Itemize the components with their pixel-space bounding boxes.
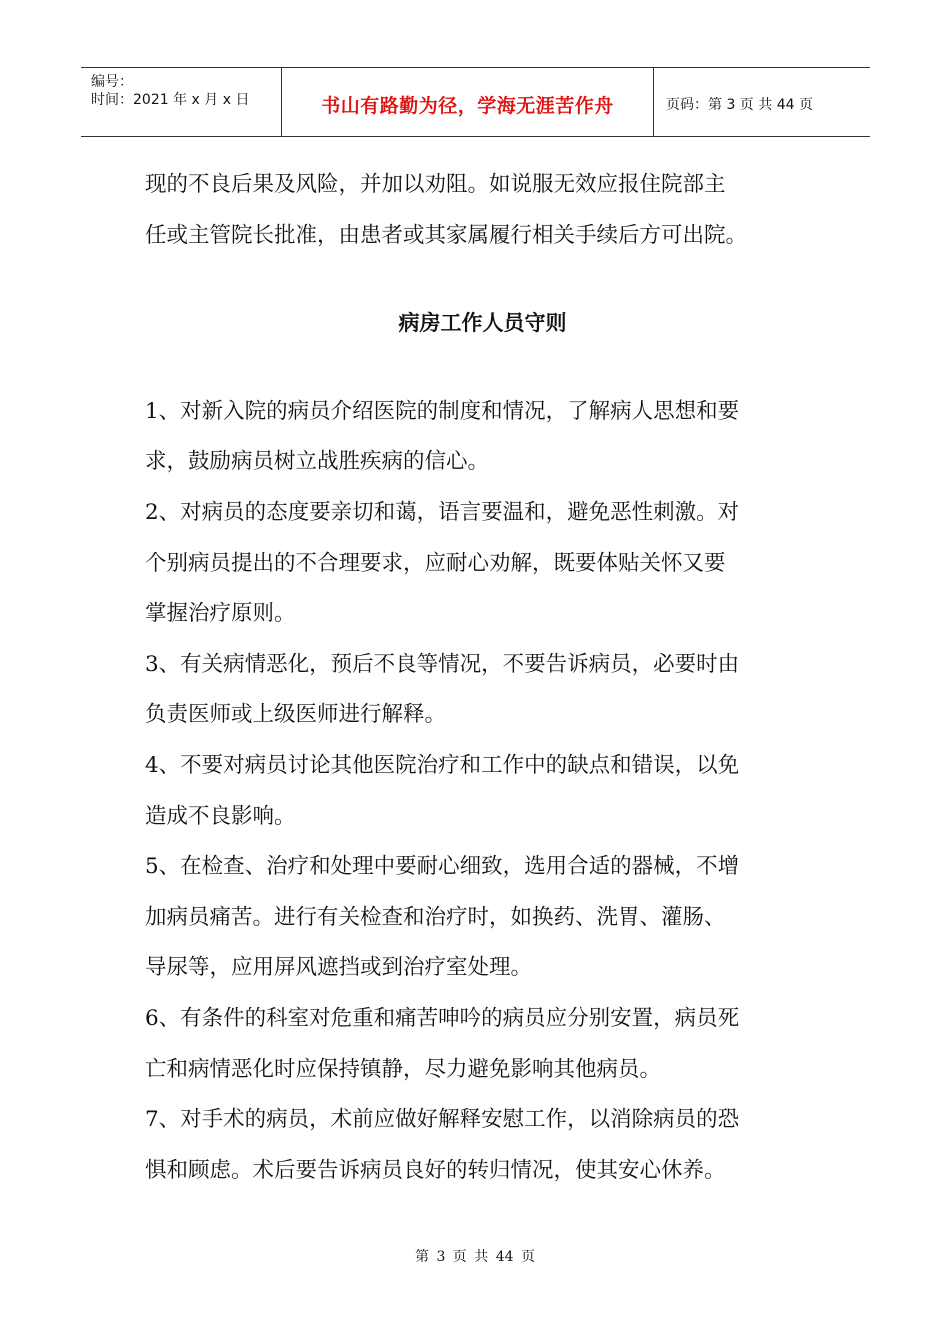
body-line: 导尿等，应用屏风遮挡或到治疗室处理。 bbox=[145, 955, 533, 981]
body-line: 5、在检查、治疗和处理中要耐心细致，选用合适的器械，不增 bbox=[145, 854, 740, 880]
page-footer: 第 3 页 共 44 页 bbox=[415, 1249, 535, 1265]
body-line: 3、有关病情恶化，预后不良等情况，不要告诉病员，必要时由 bbox=[145, 651, 740, 677]
body-line: 1、对新入院的病员介绍医院的制度和情况，了解病人思想和要 bbox=[145, 398, 740, 424]
document-time-label: 时间：2021 年 x 月 x 日 bbox=[91, 92, 250, 108]
document-body bbox=[145, 160, 810, 1196]
body-line: 求，鼓励病员树立战胜疾病的信心。 bbox=[145, 449, 490, 475]
body-line: 6、有条件的科室对危重和痛苦呻吟的病员应分别安置，病员死 bbox=[145, 1005, 740, 1031]
document-number-label: 编号： bbox=[91, 74, 133, 90]
body-line: 亡和病情恶化时应保持镇静，尽力避免影响其他病员。 bbox=[145, 1056, 662, 1082]
body-line: 2、对病员的态度要亲切和蔼，语言要温和，避免恶性刺激。对 bbox=[145, 499, 740, 525]
body-line: 现的不良后果及风险，并加以劝阻。如说服无效应报住院部主 bbox=[145, 172, 726, 197]
body-line: 负责医师或上级医师进行解释。 bbox=[145, 702, 447, 728]
body-line: 加病员痛苦。进行有关检查和治疗时，如换药、洗胃、灌肠、 bbox=[145, 904, 726, 930]
body-line: 7、对手术的病员，术前应做好解释安慰工作，以消除病员的恐 bbox=[145, 1107, 740, 1133]
header-page-info: 页码：第 3 页 共 44 页 bbox=[666, 97, 813, 113]
body-line: 掌握治疗原则。 bbox=[145, 601, 296, 627]
section-title: 病房工作人员守则 bbox=[398, 311, 567, 336]
body-line: 任或主管院长批准，由患者或其家属履行相关手续后方可出院。 bbox=[145, 222, 748, 248]
header-motto: 书山有路勤为径，学海无涯苦作舟 bbox=[281, 68, 654, 136]
body-line: 4、不要对病员讨论其他医院治疗和工作中的缺点和错误，以免 bbox=[145, 752, 740, 778]
body-line: 造成不良影响。 bbox=[145, 803, 296, 829]
page-header bbox=[81, 67, 870, 137]
header-meta bbox=[81, 68, 281, 136]
body-line: 惧和顾虑。术后要告诉病员良好的转归情况，使其安心休养。 bbox=[145, 1157, 726, 1183]
body-line: 个别病员提出的不合理要求，应耐心劝解，既要体贴关怀又要 bbox=[145, 550, 726, 576]
